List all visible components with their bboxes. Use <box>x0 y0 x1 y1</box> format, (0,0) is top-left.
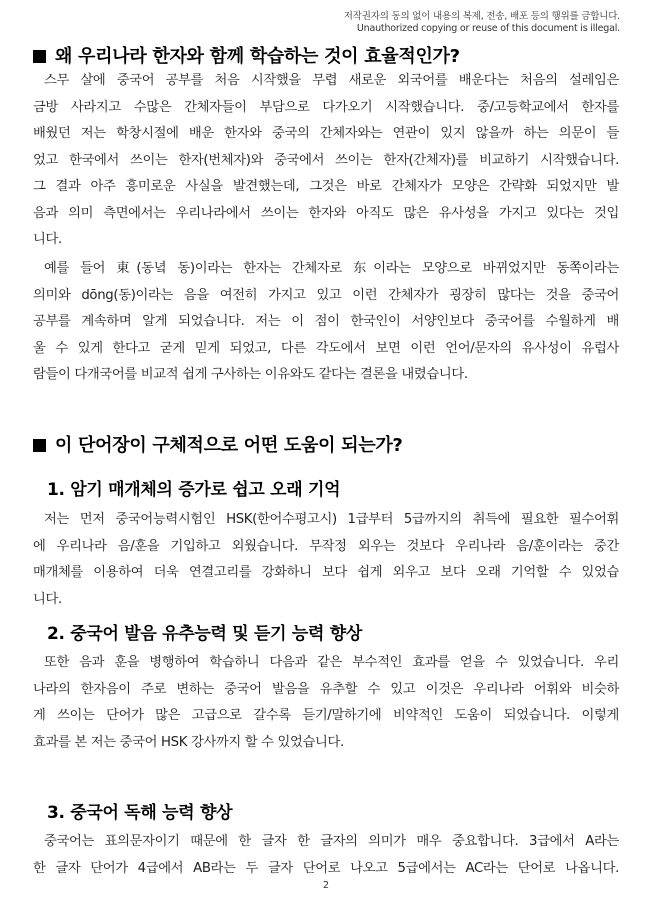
paragraph-line: 중국어는 표의문자이기 때문에 한 글자 한 글자의 의미가 매우 중요합니다. 3급에서 A라는 <box>44 834 619 849</box>
black-square-bullet-icon <box>33 439 46 452</box>
paragraph-line: 공부를 계속하며 알게 되었습니다. 저는 이 점이 한국인이 서양인보다 중국어를 수월하게 배 <box>33 314 619 329</box>
section-heading-text: 이 단어장이 구체적으로 어떤 도움이 되는가? <box>55 435 403 456</box>
paragraph-line: 저는 먼저 중국어능력시험인 HSK(한어수평고시) 1급부터 5급까지의 취득에 필요한 필수어휘 <box>44 512 619 527</box>
paragraph-line: 게 쓰이는 단어가 많은 고급으로 갈수록 듣기/말하기에 비약적인 도움이 되었습니다. 이렇게 <box>33 708 619 723</box>
copyright-notice-en: Unauthorized copying or reuse of this document is illegal. <box>356 23 620 34</box>
paragraph-line: 그 결과 아주 흥미로운 사실을 발견했는데, 그것은 바로 간체자가 모양은 간략화 되었지만 발 <box>33 179 619 194</box>
subsection-heading: 3. 중국어 독해 능력 향상 <box>47 803 233 823</box>
paragraph-line: 또한 음과 훈을 병행하여 학습하니 다음과 같은 부수적인 효과를 얻을 수 있었습니다. 우리 <box>44 655 619 670</box>
copyright-notice-ko: 저작권자의 동의 없이 내용의 복제, 전송, 배포 등의 행위를 금합니다. <box>343 11 620 22</box>
paragraph <box>33 68 619 254</box>
paragraph-line: 한 글자 단어가 4급에서 AB라는 두 글자 단어로 나오고 5급에서는 AC라는 단어로 나옵니다. <box>33 860 619 876</box>
paragraph-line: 나라의 한자음이 주로 변하는 중국어 발음을 유추할 수 있고 이것은 우리나라 어휘와 비슷하 <box>33 681 619 697</box>
paragraph <box>33 650 619 756</box>
paragraph <box>33 829 619 882</box>
paragraph-line: 었고 한국에서 쓰이는 한자(번체자)와 중국에서 쓰이는 한자(간체자)를 비교하기 시작했습니다. <box>33 152 619 168</box>
subsection-heading: 1. 암기 매개체의 증가로 쉽고 오래 기억 <box>47 480 341 500</box>
paragraph <box>33 507 619 613</box>
paragraph-line: 예를 들어 東(동녘 동)이라는 한자는 간체자로 东이라는 모양으로 바뀌었지만 동쪽이라는 <box>44 261 619 276</box>
paragraph-line: 음과 의미 측면에서는 우리나라에서 쓰이는 한자와 아직도 많은 유사성을 가지고 있다는 것입 <box>33 205 619 221</box>
paragraph-line: 람들이 다개국어를 비교적 쉽게 구사하는 이유와도 같다는 결론을 내렸습니다. <box>33 367 468 382</box>
page-number: 2 <box>322 880 330 891</box>
paragraph-line: 에 우리나라 음/훈을 기입하고 외웠습니다. 무작정 외우는 것보다 우리나라 음/훈이라는 중간 <box>33 538 619 554</box>
subsection-heading: 2. 중국어 발음 유추능력 및 듣기 능력 향상 <box>47 624 362 644</box>
section-heading <box>33 42 460 68</box>
paragraph-line: 니다. <box>33 591 62 607</box>
section-heading <box>33 431 403 457</box>
paragraph-line: 금방 사라지고 수많은 간체자들이 부담으로 다가오기 시작했습니다. 중/고등학교에서 한자를 <box>33 99 619 115</box>
paragraph-line: 매개체를 이용하여 더욱 연결고리를 강화하니 보다 쉽게 외우고 보다 오래 기억할 수 있었습 <box>33 565 619 580</box>
paragraph-line: 의미와 dōng(동)이라는 음을 여전히 가지고 있고 이런 간체자가 굉장히 많다는 것을 중국어 <box>33 287 619 303</box>
paragraph-line: 울 수 있게 한다고 굳게 믿게 되었고, 다른 각도에서 보면 이런 언어/문자의 유사성이 유럽사 <box>33 340 619 356</box>
copyright-notice <box>344 11 620 35</box>
paragraph-line: 배웠던 저는 학창시절에 배운 한자와 중국의 간체자와는 연관이 있지 않을까 하는 의문이 들 <box>33 126 619 141</box>
section-heading-text: 왜 우리나라 한자와 함께 학습하는 것이 효율적인가? <box>55 46 460 67</box>
paragraph <box>33 256 619 389</box>
paragraph-line: 스무 살에 중국어 공부를 처음 시작했을 무렵 새로운 외국어를 배운다는 처음의 설레임은 <box>44 73 619 88</box>
paragraph-line: 효과를 본 저는 중국어 HSK 강사까지 할 수 있었습니다. <box>33 734 344 750</box>
black-square-bullet-icon <box>33 50 46 63</box>
paragraph-line: 니다. <box>33 232 62 247</box>
